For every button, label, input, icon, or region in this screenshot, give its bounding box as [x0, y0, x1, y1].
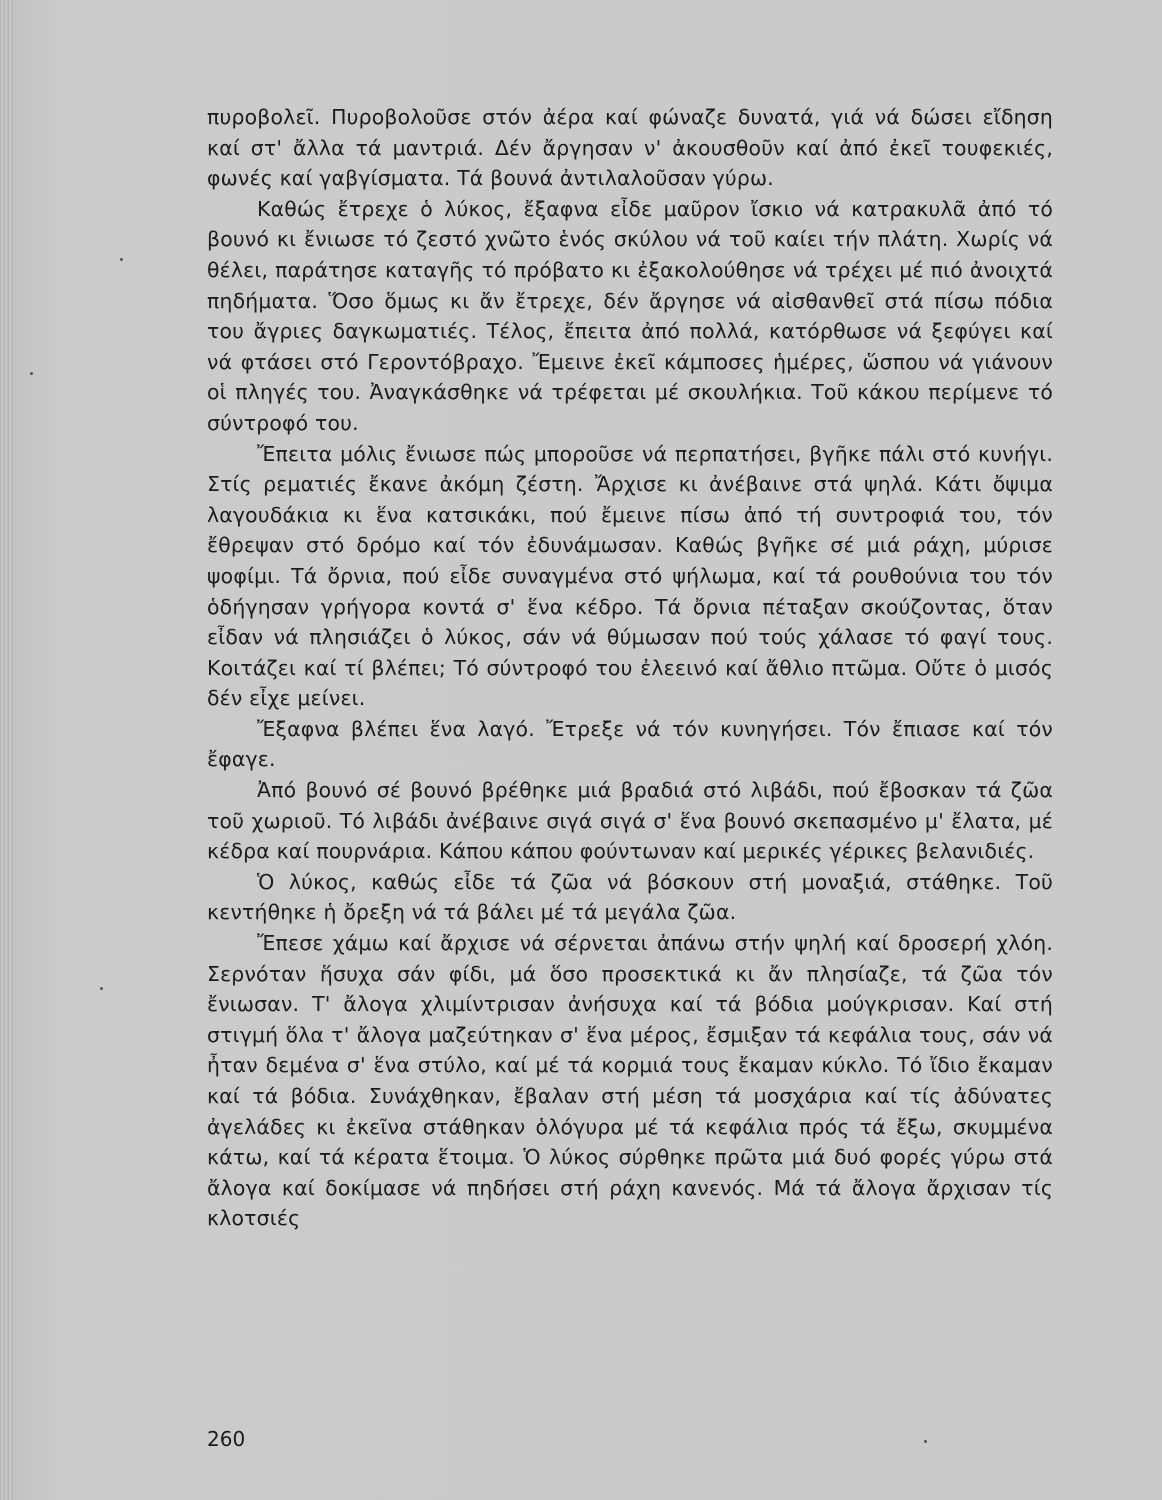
scan-speck: [120, 258, 123, 261]
scan-speck: [30, 372, 33, 375]
scan-speck: [924, 1440, 927, 1443]
paragraph: Ὁ λύκος, καθώς εἶδε τά ζῶα νά βόσκουν στή μοναξιά, στάθηκε. Τοῦ κεντήθηκε ἡ ὄρεξη νά τά βάλει μέ τά μεγάλα ζῶα.: [207, 869, 1053, 925]
paragraph: Ἀπό βουνό σέ βουνό βρέθηκε μιά βραδιά στό λιβάδι, πού ἔβοσκαν τά ζῶα τοῦ χωριοῦ. Τό λιβάδι ἀνέβαινε σιγά σιγά σ' ἕνα βουνό σκεπασμένο μ' ἔλατα, μέ κέδρα καί πουρνάρια. Κάπου κάπου φούντωναν καί μερικές γέρικες βελανιδιές.: [207, 778, 1053, 864]
page-number: 260: [207, 1427, 246, 1451]
page-edge-stack: [0, 0, 14, 1500]
paragraph: πυροβολεῖ. Πυροβολοῦσε στόν ἀέρα καί φώναζε δυνατά, γιά νά δώσει εἴδηση καί στ' ἄλλα τά μαντριά. Δέν ἄργησαν ν' ἀκουσθοῦν καί ἀπό ἐκεῖ τουφεκιές, φωνές καί γαβγίσματα. Τά βουνά ἀντιλαλοῦσαν γύρω.: [207, 105, 1053, 191]
paragraph: Ἔπεσε χάμω καί ἄρχισε νά σέρνεται ἀπάνω στήν ψηλή καί δροσερή χλόη. Σερνόταν ἥσυχα σάν φίδι, μά ὅσο προσεκτικά κι ἄν πλησίαζε, τά ζῶα τόν ἔνιωσαν. Τ' ἄλογα χλιμίντρισαν ἀνήσυχα καί τά βόδια μούγκρισαν. Καί στή στιγμή ὅλα τ' ἄλογα μαζεύτηκαν σ' ἕνα μέρος, ἔσμιξαν τά κεφάλια τους, σάν νά ἦταν δεμένα σ' ἕνα στύλο, καί μέ τά κορμιά τους ἔκαμαν κύκλο. Τό ἴδιο ἔκαμαν καί τά βόδια. Συνάχθηκαν, ἔβαλαν στή μέση τά μοσχάρια καί τίς ἀδύνατες ἀγελάδες κι ἐκεῖνα στάθηκαν ὁλόγυρα μέ τά κεφάλια πρός τά ἔξω, σκυμμένα κάτω, καί τά κέρατα ἕτοιμα. Ὁ λύκος σύρθηκε πρῶτα μιά δυό φορές γύρω στά ἄλογα καί δοκίμασε νά πηδήσει στή ράχη κανενός. Μά τά ἄλογα ἄρχισαν τίς κλοτσιές: [207, 931, 1053, 1231]
scan-speck: [100, 987, 103, 990]
paragraph: Ἔξαφνα βλέπει ἕνα λαγό. Ἔτρεξε νά τόν κυνηγήσει. Τόν ἔπιασε καί τόν ἔφαγε.: [207, 716, 1053, 772]
body-text: [207, 102, 1053, 1234]
paragraph: Ἔπειτα μόλις ἔνιωσε πώς μποροῦσε νά περπατήσει, βγῆκε πάλι στό κυνήγι. Στίς ρεματιές ἔκανε ἀκόμη ζέστη. Ἄρχισε κι ἀνέβαινε στά ψηλά. Κάτι ὄψιμα λαγουδάκια κι ἕνα κατσικάκι, πού ἔμεινε πίσω ἀπό τή συντροφιά του, τόν ἔθρεψαν στό δρόμο καί τόν ἐδυνάμωσαν. Καθώς βγῆκε σέ μιά ράχη, μύρισε ψοφίμι. Τά ὄρνια, πού εἶδε συναγμένα στό ψήλωμα, καί τά ρουθούνια του τόν ὁδήγησαν γρήγορα κοντά σ' ἕνα κέδρο. Τά ὄρνια πέταξαν σκούζοντας, ὅταν εἶδαν νά πλησιάζει ὁ λύκος, σάν νά θύμωσαν πού τούς χάλασε τό φαγί τους. Κοιτάζει καί τί βλέπει; Τό σύντροφό του ἐλεεινό καί ἄθλιο πτῶμα. Οὔτε ὁ μισός δέν εἶχε μείνει.: [207, 441, 1053, 711]
paragraph: Καθώς ἔτρεχε ὁ λύκος, ἔξαφνα εἶδε μαῦρον ἴσκιο νά κατρακυλᾶ ἀπό τό βουνό κι ἔνιωσε τό ζεστό χνῶτο ἑνός σκύλου νά τοῦ καίει τήν πλάτη. Χωρίς νά θέλει, παράτησε καταγῆς τό πρόβατο κι ἐξακολούθησε νά τρέχει μέ πιό ἀνοιχτά πηδήματα. Ὅσο ὅμως κι ἄν ἔτρεχε, δέν ἄργησε νά αἰσθανθεῖ στά πίσω πόδια του ἄγριες δαγκωματιές. Τέλος, ἔπειτα ἀπό πολλά, κατόρθωσε νά ξεφύγει καί νά φτάσει στό Γεροντόβραχο. Ἔμεινε ἐκεῖ κάμποσες ἡμέρες, ὥσπου νά γιάνουν οἱ πληγές του. Ἀναγκάσθηκε νά τρέφεται μέ σκουλήκια. Τοῦ κάκου περίμενε τό σύντροφό του.: [207, 196, 1053, 435]
